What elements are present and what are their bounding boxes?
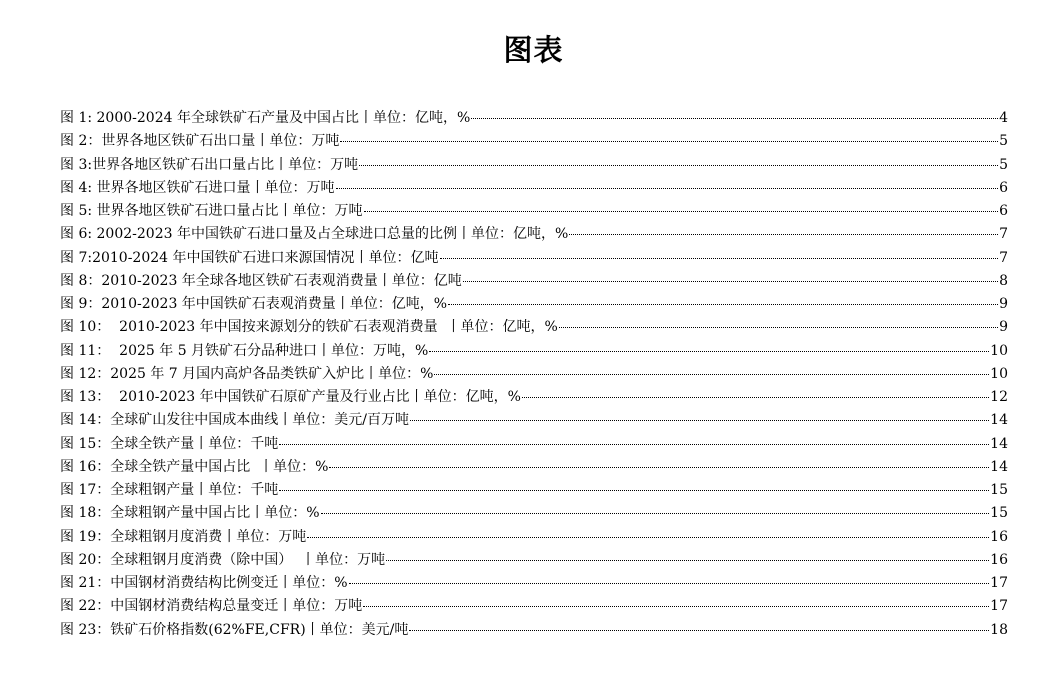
toc-entry-title: 图 18：全球粗钢产量中国占比丨单位：% bbox=[60, 505, 320, 522]
toc-entry-page-number: 14 bbox=[990, 412, 1008, 429]
toc-entry[interactable] bbox=[60, 456, 1008, 479]
toc-entry-title: 图 22：中国钢材消费结构总量变迁丨单位：万吨 bbox=[60, 598, 363, 615]
toc-entry[interactable] bbox=[60, 316, 1008, 339]
dot-leader bbox=[340, 140, 998, 142]
toc-entry-page-number: 7 bbox=[999, 226, 1008, 243]
toc-entry-title: 图 10： 2010-2023 年中国按来源划分的铁矿石表观消费量 丨单位：亿吨，% bbox=[60, 319, 558, 336]
toc-entry-page-number: 14 bbox=[990, 458, 1008, 475]
toc-entry-title: 图 16：全球全铁产量中国占比 丨单位：% bbox=[60, 458, 329, 475]
toc-entry-page-number: 4 bbox=[999, 110, 1008, 126]
toc-entry-title: 图 21：中国钢材消费结构比例变迁丨单位：% bbox=[60, 575, 348, 591]
toc-entry-title: 图 17：全球粗钢产量丨单位：千吨 bbox=[60, 482, 279, 498]
toc-entry-page-number: 10 bbox=[990, 365, 1008, 382]
dot-leader bbox=[471, 117, 998, 119]
toc-entry-title: 图 13： 2010-2023 年中国铁矿石原矿产量及行业占比丨单位：亿吨，% bbox=[60, 389, 521, 405]
dot-leader bbox=[386, 559, 989, 561]
dot-leader bbox=[429, 350, 989, 352]
dot-leader bbox=[279, 489, 989, 491]
toc-entry-page-number: 5 bbox=[999, 156, 1008, 173]
toc-entry-title: 图 11： 2025 年 5 月铁矿石分品种进口丨单位：万吨，% bbox=[60, 342, 429, 359]
dot-leader bbox=[329, 466, 989, 468]
toc-entry-title: 图 19：全球粗钢月度消费丨单位：万吨 bbox=[60, 528, 307, 545]
toc-entry-page-number: 10 bbox=[990, 342, 1008, 359]
toc-entry-page-number: 6 bbox=[999, 179, 1008, 196]
toc-entry-page-number: 7 bbox=[999, 249, 1008, 266]
toc-entry[interactable] bbox=[60, 154, 1008, 177]
toc-entry-page-number: 15 bbox=[990, 505, 1008, 522]
toc-entry-title: 图 14：全球矿山发往中国成本曲线丨单位：美元/百万吨 bbox=[60, 412, 409, 429]
toc-entry[interactable] bbox=[60, 107, 1008, 130]
dot-leader bbox=[410, 419, 989, 421]
toc-entry[interactable] bbox=[60, 502, 1008, 525]
toc-entry[interactable] bbox=[60, 340, 1008, 363]
toc-entry[interactable] bbox=[60, 363, 1008, 386]
toc-entry-page-number: 9 bbox=[999, 319, 1008, 336]
dot-leader bbox=[448, 303, 998, 305]
toc-entry[interactable] bbox=[60, 223, 1008, 246]
toc-entry[interactable] bbox=[60, 386, 1008, 409]
toc-entry-title: 图 8：2010-2023 年全球各地区铁矿石表观消费量丨单位：亿吨 bbox=[60, 272, 462, 289]
toc-entry-page-number: 15 bbox=[990, 482, 1008, 498]
toc-entry-page-number: 17 bbox=[990, 575, 1008, 591]
toc-entry-title: 图 15：全球全铁产量丨单位：千吨 bbox=[60, 435, 279, 452]
toc-entry-page-number: 14 bbox=[990, 435, 1008, 452]
toc-entry-page-number: 16 bbox=[990, 528, 1008, 545]
toc-entry-title: 图 1: 2000-2024 年全球铁矿石产量及中国占比丨单位：亿吨，% bbox=[60, 110, 471, 126]
toc-entry-title: 图 7:2010-2024 年中国铁矿石进口来源国情况丨单位：亿吨 bbox=[60, 249, 439, 266]
toc-entry-page-number: 6 bbox=[999, 203, 1008, 219]
toc-entry-title: 图 12：2025 年 7 月国内高炉各品类铁矿入炉比丨单位：% bbox=[60, 365, 434, 382]
dot-leader bbox=[559, 326, 998, 328]
toc-entry[interactable] bbox=[60, 433, 1008, 456]
toc-entry-title: 图 23：铁矿石价格指数(62%FE,CFR)丨单位：美元/吨 bbox=[60, 621, 409, 638]
toc-entry[interactable] bbox=[60, 549, 1008, 572]
toc-entry[interactable] bbox=[60, 409, 1008, 432]
dot-leader bbox=[463, 280, 998, 282]
toc-entry[interactable] bbox=[60, 526, 1008, 549]
toc-entry[interactable] bbox=[60, 270, 1008, 293]
toc-entry-title: 图 4: 世界各地区铁矿石进口量丨单位：万吨 bbox=[60, 179, 335, 196]
toc-entry-title: 图 3:世界各地区铁矿石出口量占比丨单位：万吨 bbox=[60, 156, 359, 173]
toc-entry-page-number: 16 bbox=[990, 551, 1008, 568]
toc-entry-title: 图 20：全球粗钢月度消费（除中国） 丨单位：万吨 bbox=[60, 551, 386, 568]
dot-leader bbox=[522, 396, 989, 398]
figure-table-of-contents bbox=[60, 107, 1008, 642]
dot-leader bbox=[336, 187, 999, 189]
toc-entry-page-number: 18 bbox=[990, 621, 1008, 638]
dot-leader bbox=[363, 605, 989, 607]
toc-entry-page-number: 17 bbox=[990, 598, 1008, 615]
toc-entry[interactable] bbox=[60, 200, 1008, 223]
dot-leader bbox=[409, 629, 989, 631]
dot-leader bbox=[364, 210, 999, 212]
toc-entry[interactable] bbox=[60, 130, 1008, 153]
dot-leader bbox=[440, 257, 999, 259]
dot-leader bbox=[349, 582, 990, 584]
dot-leader bbox=[321, 512, 990, 514]
toc-entry-title: 图 5: 世界各地区铁矿石进口量占比丨单位：万吨 bbox=[60, 203, 363, 219]
toc-entry-page-number: 9 bbox=[999, 296, 1008, 312]
page-title: 图表 bbox=[503, 33, 564, 67]
toc-entry[interactable] bbox=[60, 479, 1008, 502]
toc-entry-title: 图 6: 2002-2023 年中国铁矿石进口量及占全球进口总量的比例丨单位：亿吨，% bbox=[60, 226, 569, 243]
dot-leader bbox=[434, 373, 989, 375]
toc-entry-title: 图 9：2010-2023 年中国铁矿石表观消费量丨单位：亿吨，% bbox=[60, 296, 448, 312]
toc-entry[interactable] bbox=[60, 293, 1008, 316]
toc-entry[interactable] bbox=[60, 177, 1008, 200]
toc-entry-page-number: 5 bbox=[999, 133, 1008, 150]
toc-entry-page-number: 8 bbox=[999, 272, 1008, 289]
toc-entry-page-number: 12 bbox=[990, 389, 1008, 405]
toc-entry[interactable] bbox=[60, 572, 1008, 595]
toc-entry[interactable] bbox=[60, 619, 1008, 642]
toc-entry-title: 图 2：世界各地区铁矿石出口量丨单位：万吨 bbox=[60, 133, 340, 150]
dot-leader bbox=[279, 443, 989, 445]
toc-entry[interactable] bbox=[60, 595, 1008, 618]
toc-entry[interactable] bbox=[60, 247, 1008, 270]
dot-leader bbox=[307, 536, 989, 538]
dot-leader bbox=[569, 233, 998, 235]
dot-leader bbox=[359, 164, 998, 166]
